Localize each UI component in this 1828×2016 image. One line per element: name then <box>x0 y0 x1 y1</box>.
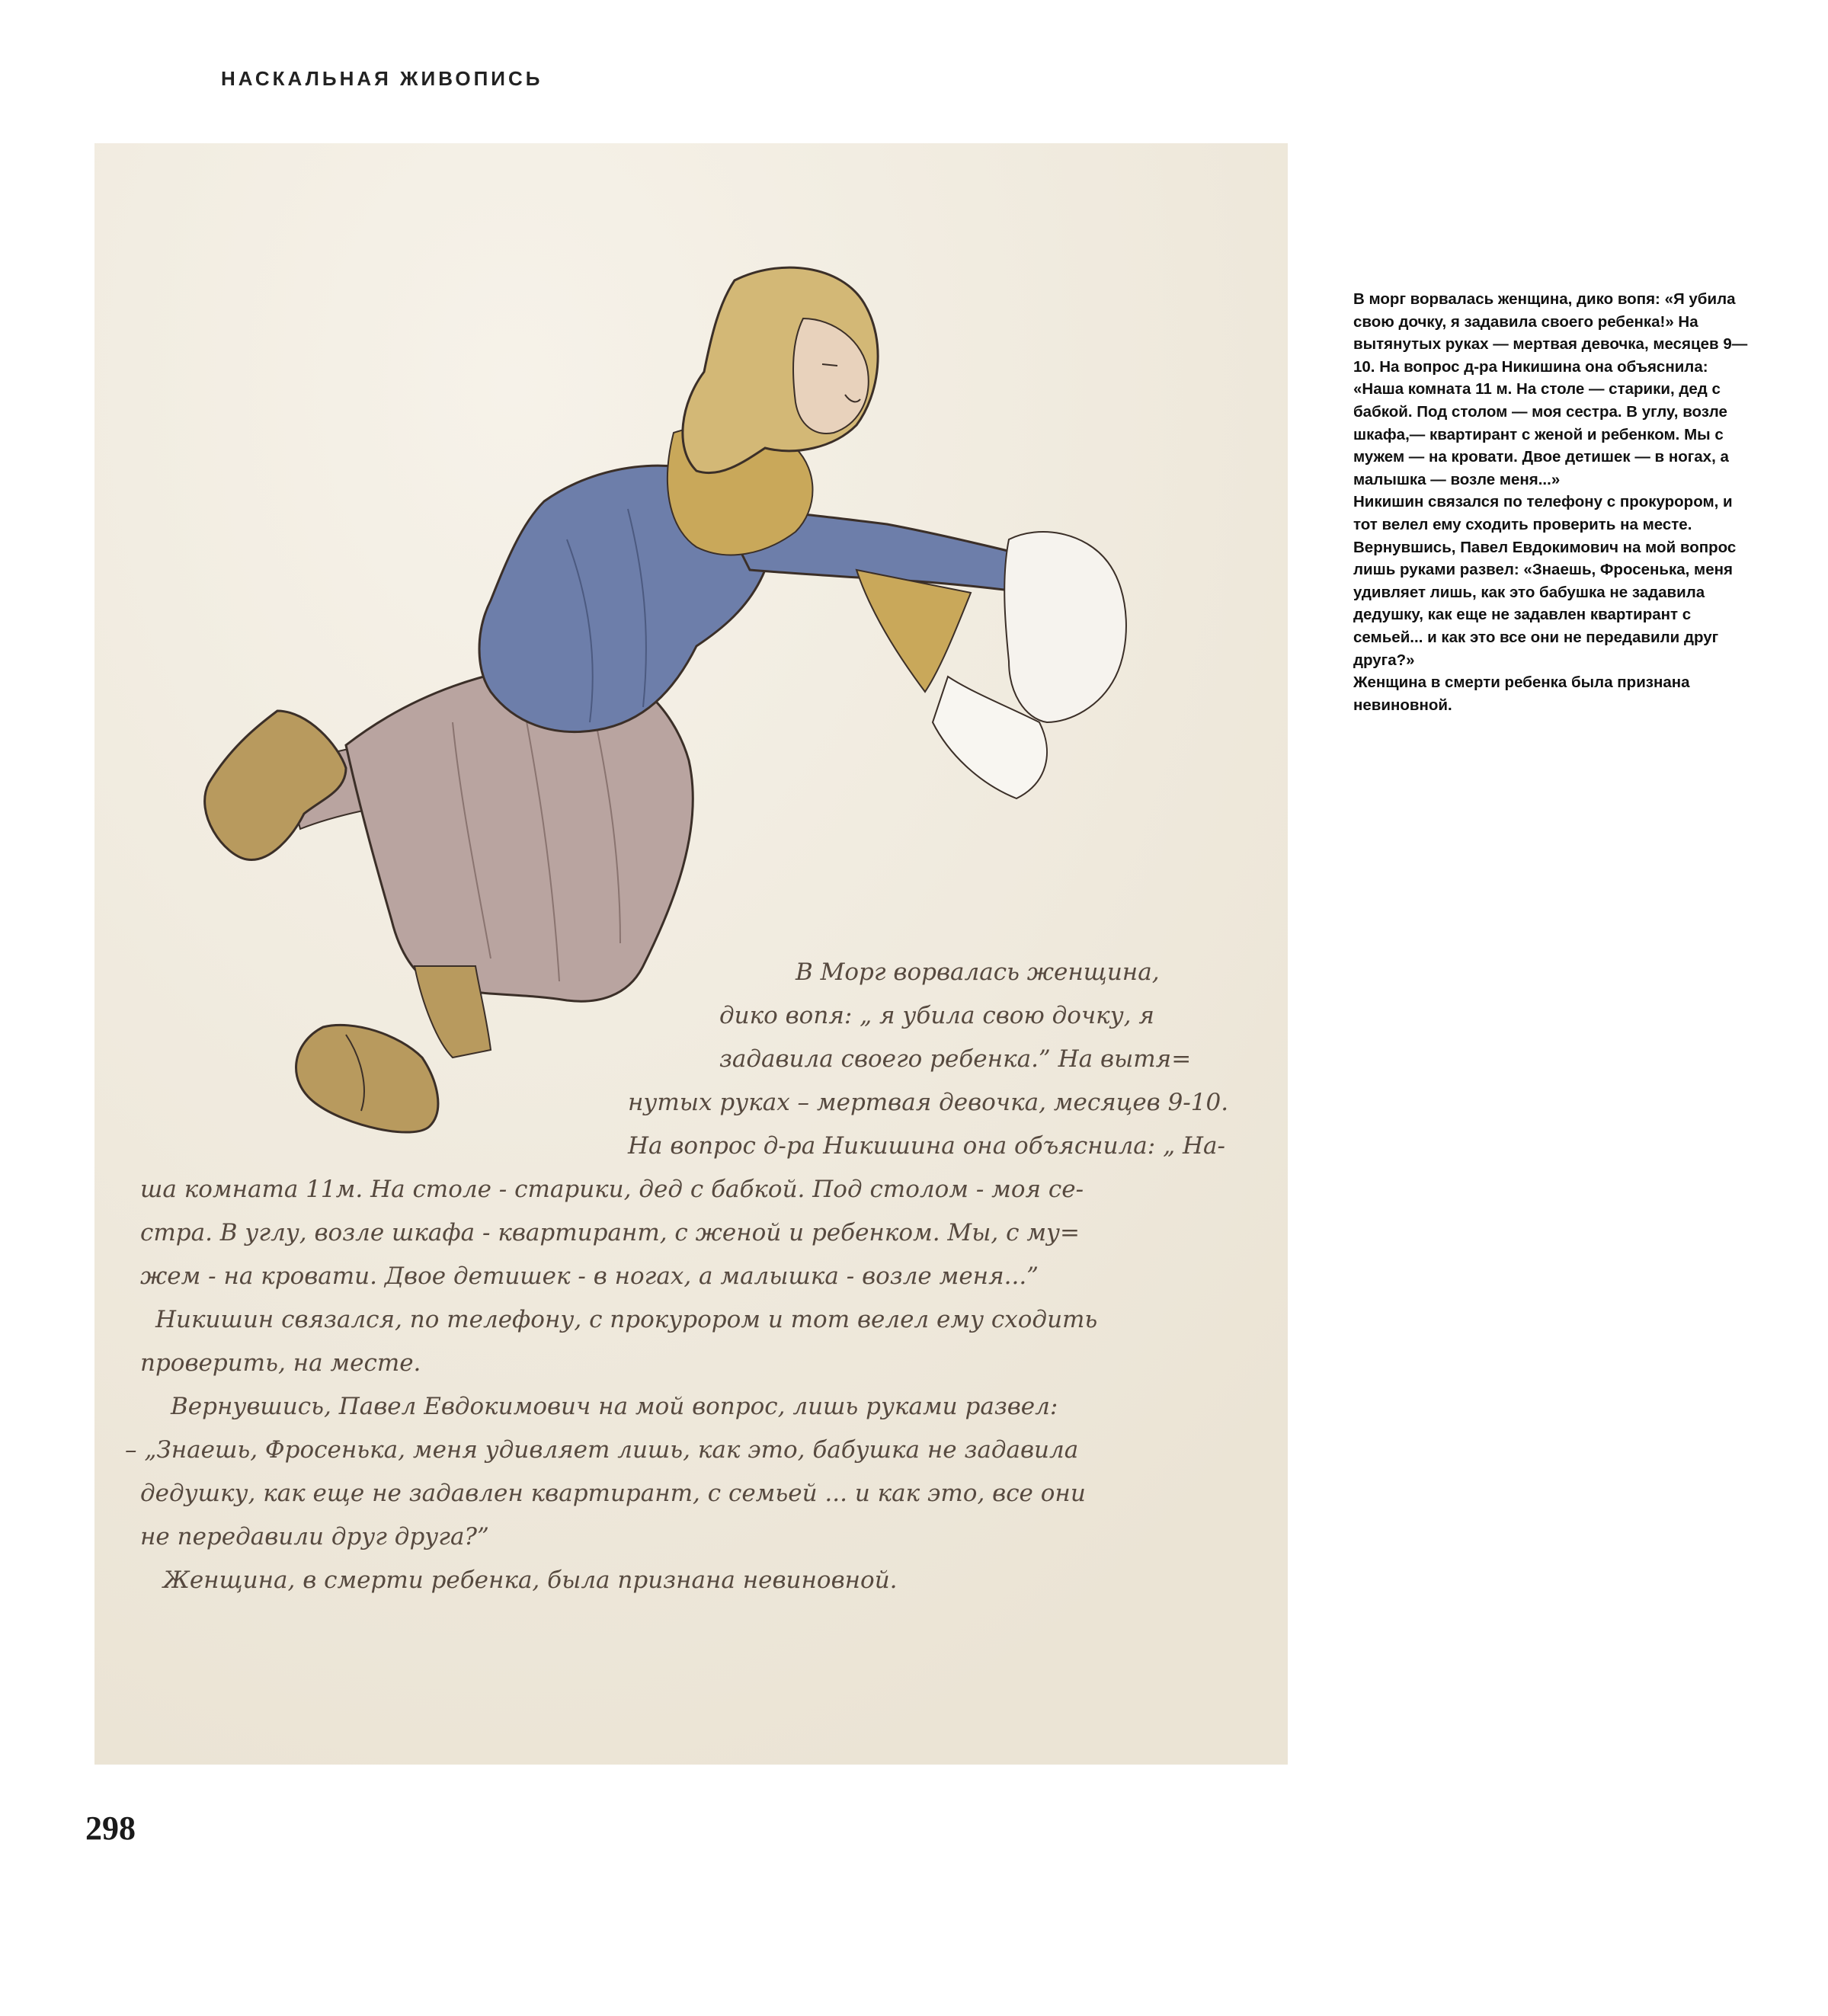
handwritten-text <box>110 951 1228 1602</box>
caption-paragraph: Никишин связался по телефону с прокурором, и тот велел ему сходить проверить на месте. <box>1353 493 1733 533</box>
page-number: 298 <box>85 1810 136 1847</box>
handwritten-line: не передавили друг друга?” <box>140 1523 489 1550</box>
handwritten-line: На вопрос д-ра Никишина она объяснила: „ На- <box>628 1132 1225 1160</box>
handwritten-line: – „Знаешь, Фросенька, меня удивляет лишь, как это, бабушка не задавила <box>125 1436 1079 1464</box>
handwritten-line: задавила своего ребенка.” На вытя= <box>719 1045 1192 1073</box>
handwritten-line: Вернувшись, Павел Евдокимович на мой вопрос, лишь руками развел: <box>171 1393 1058 1420</box>
handwritten-line: нутых руках – мертвая девочка, месяцев 9-10. <box>628 1089 1229 1116</box>
handwritten-line: В Морг ворвалась женщина, <box>796 958 1160 986</box>
caption-paragraph: Женщина в смерти ребенка была признана невиновной. <box>1353 674 1690 714</box>
handwritten-line: дедушку, как еще не задавлен квартирант, с семьей ... и как это, все они <box>140 1480 1086 1507</box>
handwritten-line: дико вопя: „ я убила свою дочку, я <box>719 1002 1154 1029</box>
caption-paragraph: В морг ворвалась женщина, дико вопя: «Я убила свою дочку, я задавила своего ребенка!» На вытянутых руках — мертвая девочка, месяцев 9—10. На вопрос д-ра Никишина она объяснила: «Наша комната 11 м. На столе — старики, дед с бабкой. Под столом — моя сестра. В углу, возле шкафа,— квартирант с женой и ребенком. Мы с мужем — на кровати. Двое детишек — в ногах, а малышка — возле меня...» <box>1353 290 1748 488</box>
handwritten-line: ша комната 11м. На столе - старики, дед с бабкой. Под столом - моя се- <box>140 1176 1084 1203</box>
caption-text <box>1353 288 1750 716</box>
caption-paragraph: Вернувшись, Павел Евдокимович на мой вопрос лишь руками развел: «Знаешь, Фросенька, меня удивляет лишь, как это бабушка не задавила дедушку, как еще не задавлен квартирант с семьей... и как это все они не передавили друг друга?» <box>1353 538 1737 669</box>
handwritten-line: проверить, на месте. <box>140 1349 421 1377</box>
handwritten-line: Женщина, в смерти ребенка, была признана невиновной. <box>163 1566 898 1594</box>
handwritten-line: жем - на кровати. Двое детишек - в ногах, а малышка - возле меня...” <box>140 1262 1039 1290</box>
handwritten-line: стра. В углу, возле шкафа - квартирант, с женой и ребенком. Мы, с му= <box>140 1219 1080 1246</box>
illustration-plate <box>94 143 1288 1765</box>
running-head: НАСКАЛЬНАЯ ЖИВОПИСЬ <box>221 67 543 90</box>
handwritten-line: Никишин связался, по телефону, с прокурором и тот велел ему сходить <box>155 1306 1098 1333</box>
